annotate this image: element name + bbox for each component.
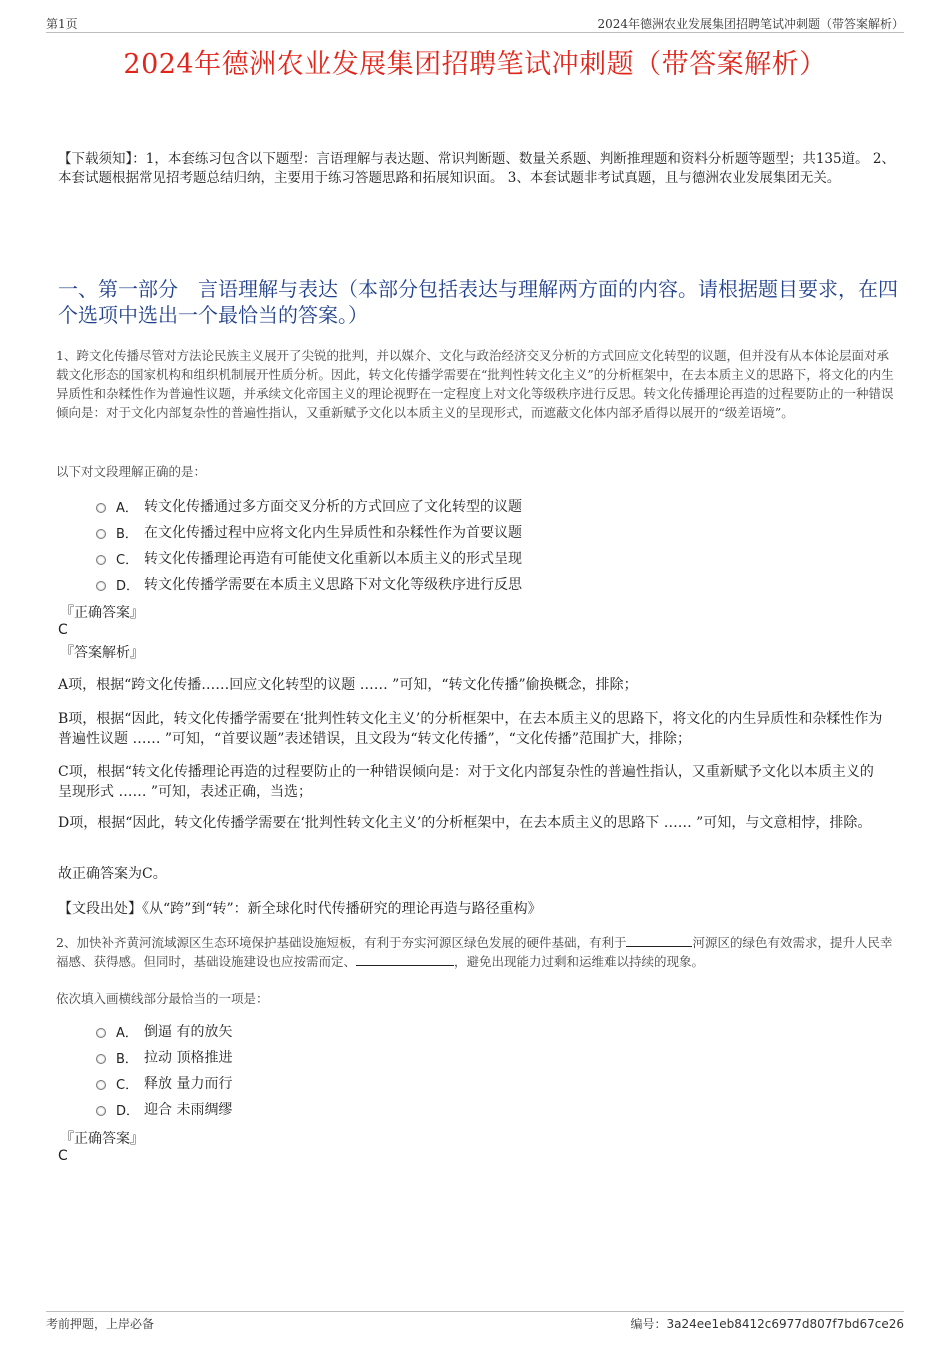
question-1-option-b[interactable]: B． 在文化传播过程中应将文化内生异质性和杂糅性作为首要议题 [96,520,856,546]
question-1-option-a[interactable]: A． 转文化传播通过多方面交叉分析的方式回应了文化转型的议题 [96,494,856,520]
fill-blank-1[interactable] [626,934,692,947]
question-2-text: 2、加快补齐黄河流域源区生态环境保护基础设施短板，有利于夯实河源区绿色发展的硬件基础，有利于 河源区的绿色有效需求，提升人民幸福感、获得感。但同时，基础设施建设也应按需而定、 ，避免出现能力过剩和运维难以持续的现象。 [56,935,893,969]
question-1-source: 【文段出处】《从“跨”到“转”：新全球化时代传播研究的理论再造与路径重构》 [58,901,542,917]
question-1-option-c[interactable]: C． 转文化传播理论再造有可能使文化重新以本质主义的形式呈现 [96,546,856,572]
question-2-prompt: 依次填入画横线部分最恰当的一项是： [56,991,269,1006]
running-title: 2024年德洲农业发展集团招聘笔试冲刺题（带答案解析） [597,17,904,31]
question-1-prompt: 以下对文段理解正确的是： [56,464,207,479]
question-1-answer-label: 『正确答案』 [60,605,144,621]
radio-icon[interactable] [96,581,106,591]
question-2-option-b[interactable]: B． 拉动 顶格推进 [96,1045,856,1071]
analysis-c: C项，根据“转文化传播理论再造的过程要防止的一种错误倾向是：对于文化内部复杂性的普遍性指认，又重新赋予文化以本质主义的呈现形式 …… ”可知，表述正确，当选； [58,764,874,800]
question-1-answer: C [58,622,68,638]
document-code: 编号：3a24ee1eb8412c6977d807f7bd67ce26 [630,1317,904,1331]
question-1-option-d[interactable]: D． 转文化传播学需要在本质主义思路下对文化等级秩序进行反思 [96,572,856,598]
section-heading: 一、第一部分 言语理解与表达（本部分包括表达与理解两方面的内容。请根据题目要求，在四个选项中选出一个最恰当的答案。） [58,277,898,327]
page-header [46,14,904,33]
download-notice: 【下载须知】：1，本套练习包含以下题型：言语理解与表达题、常识判断题、数量关系题、判断推理题和资料分析题等题型；共135道。 2、本套试题根据常见招考题总结归纳，主要用于练习答题思路和拓展知识面。 3、本套试题非考试真题，且与德洲农业发展集团无关。 [58,151,895,186]
question-1-options [96,494,856,598]
page-footer [46,1311,904,1332]
analysis-a: A项，根据“跨文化传播……回应文化转型的议题 …… ”可知，“转文化传播”偷换概念，排除； [58,677,638,693]
analysis-conclusion: 故正确答案为C。 [58,866,167,882]
document-title: 2024年德洲农业发展集团招聘笔试冲刺题（带答案解析） [123,49,827,80]
analysis-d: D项，根据“因此，转文化传播学需要在‘批判性转文化主义’的分析框架中，在去本质主义的思路下 …… ”可知，与文意相悖，排除。 [58,815,872,831]
radio-icon[interactable] [96,1080,106,1090]
analysis-b: B项，根据“因此，转文化传播学需要在‘批判性转文化主义’的分析框架中，在去本质主义的思路下，将文化的内生异质性和杂糅性作为普遍性议题 …… ”可知，“首要议题”表述错误，且文段为“转文化传播”，“文化传播”范围扩大，排除； [58,711,883,747]
radio-icon[interactable] [96,529,106,539]
page-number: 第1页 [46,17,78,31]
question-2-option-c[interactable]: C． 释放 量力而行 [96,1071,856,1097]
question-2-option-d[interactable]: D． 迎合 未雨绸缪 [96,1097,856,1123]
radio-icon[interactable] [96,1028,106,1038]
radio-icon[interactable] [96,1106,106,1116]
radio-icon[interactable] [96,555,106,565]
radio-icon[interactable] [96,503,106,513]
radio-icon[interactable] [96,1054,106,1064]
question-1-text: 1、跨文化传播尽管对方法论民族主义展开了尖锐的批判，并以媒介、文化与政治经济交叉分析的方式回应文化转型的议题，但并没有从本体论层面对承载文化形态的国家机构和组织机制展开性质分析。因此，转文化传播学需要在“批判性转文化主义”的分析框架中，在去本质主义的思路下，将文化的内生异质性和杂糅性作为普遍性议题，并承续文化帝国主义的理论视野在一定程度上对文化等级秩序进行反思。转文化传播理论再造的过程要防止的一种错误倾向是：对于文化内部复杂性的普遍性指认，又重新赋予文化以本质主义的呈现形式，而遮蔽文化体内部矛盾得以展开的“级差语境”。 [56,348,894,420]
question-2-options [96,1019,856,1123]
footer-slogan: 考前押题，上岸必备 [46,1317,155,1331]
question-2-option-a[interactable]: A． 倒逼 有的放矢 [96,1019,856,1045]
question-1-analysis-label: 『答案解析』 [60,645,144,661]
fill-blank-2[interactable] [356,953,454,966]
question-2-answer-label: 『正确答案』 [60,1131,144,1147]
question-2-answer: C [58,1148,68,1164]
